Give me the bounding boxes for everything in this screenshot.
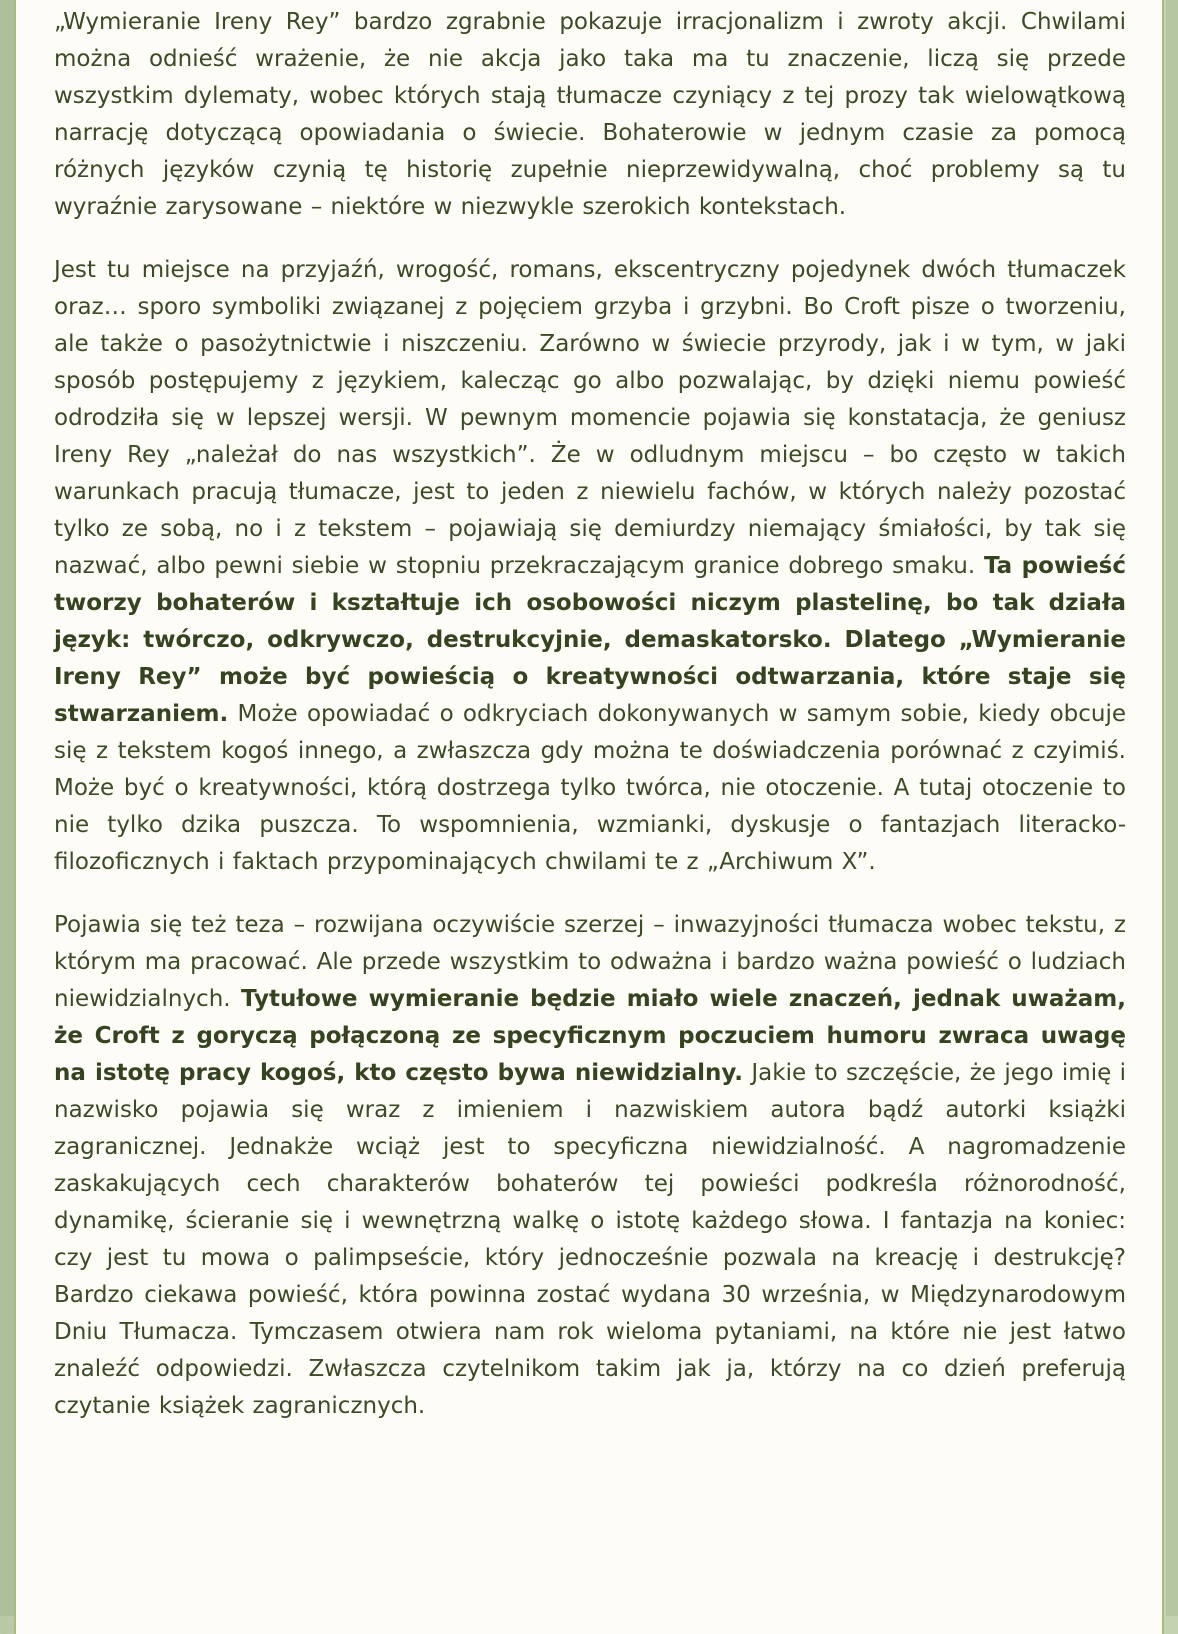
paragraph-3-text-b: Jakie to szczęście, że jego imię i nazwisko pojawia się wraz z imieniem i nazwiskiem autora bądź autorki książki zagranicznej. Jednakże wciąż jest to specyficzna niewidzialność. A nagromadzenie zaskakujących cech charakterów bohaterów tej powieści podkreśla różnorodność, dynamikę, ścieranie się i wewnętrzną walkę o istotę każdego słowa. I fantazja na koniec: czy jest tu mowa o palimpseście, który jednocześnie pozwala na kreację i destrukcję? Bardzo ciekawa powieść, która powinna zostać wydana 30 września, w Międzynarodowym Dniu Tłumacza. Tymczasem otwiera nam rok wieloma pytaniami, na które nie jest łatwo znaleźć odpowiedzi. Zwłaszcza czytelnikom takim jak ja, którzy na co dzień preferują czytanie książek zagranicznych.: [54, 1060, 1126, 1419]
page-background-right: [1166, 0, 1178, 1616]
paragraph-3-bold: Tytułowe wymieranie będzie miało wiele znaczeń, jednak uważam, że Croft z goryczą połączoną ze specyficznym poczuciem humoru zwraca uwagę na istotę pracy kogoś, kto często bywa niewidzialny.: [54, 986, 1127, 1086]
paragraph-1-text: „Wymieranie Ireny Rey” bardzo zgrabnie pokazuje irracjonalizm i zwroty akcji. Chwilami można odnieść wrażenie, że nie akcja jako taka ma tu znaczenie, liczą się przede wszystkim dylematy, wobec których stają tłumacze czyniący z tej prozy tak wielowątkową narrację dotyczącą opowiadania o świecie. Bohaterowie w jednym czasie za pomocą różnych języków czynią tę historię zupełnie nieprzewidywalną, choć problemy są tu wyraźnie zarysowane – niektóre w niezwykle szerokich kontekstach.: [54, 9, 1126, 220]
paragraph-3-text-a: Pojawia się też teza – rozwijana oczywiście szerzej – inwazyjności tłumacza wobec tekstu, z którym ma pracować. Ale przede wszystkim to odważna i bardzo ważna powieść o ludziach niewidzialnych.: [54, 912, 1126, 1012]
article-body: [14, 0, 1164, 1634]
page-background-left: [0, 0, 14, 1616]
paragraph-1: [54, 0, 1126, 226]
paragraph-2-text-b: Może opowiadać o odkryciach dokonywanych w samym sobie, kiedy obcuje się z tekstem kogoś innego, a zwłaszcza gdy można te doświadczenia porównać z czyimiś. Może być o kreatywności, którą dostrzega tylko twórca, nie otoczenie. A tutaj otoczenie to nie tylko dzika puszcza. To wspomnienia, wzmianki, dyskusje o fantazjach literacko-filozoficznych i faktach przypominających chwilami te z „Archiwum X”.: [54, 701, 1127, 875]
paragraph-2-bold: Ta powieść tworzy bohaterów i kształtuje ich osobowości niczym plastelinę, bo tak działa język: twórczo, odkrywczo, destrukcyjnie, demaskatorsko. Dlatego „Wymieranie Ireny Rey” może być powieścią o kreatywności odtwarzania, które staje się stwarzaniem.: [54, 553, 1127, 727]
paragraph-3: [54, 907, 1126, 1425]
paragraph-2-text-a: Jest tu miejsce na przyjaźń, wrogość, romans, ekscentryczny pojedynek dwóch tłumaczek oraz… sporo symboliki związanej z pojęciem grzyba i grzybni. Bo Croft pisze o tworzeniu, ale także o pasożytnictwie i niszczeniu. Zarówno w świecie przyrody, jak i w tym, w jaki sposób postępujemy z językiem, kalecząc go albo pozwalając, by dzięki niemu powieść odrodziła się w lepszej wersji. W pewnym momencie pojawia się konstatacja, że geniusz Ireny Rey „należał do nas wszystkich”. Że w odludnym miejscu – bo często w takich warunkach pracują tłumacze, jest to jeden z niewielu fachów, w których należy pozostać tylko ze sobą, no i z tekstem – pojawiają się demiurdzy niemający śmiałości, by tak się nazwać, albo pewni siebie w stopniu przekraczającym granice dobrego smaku.: [54, 257, 1126, 579]
paragraph-2: [54, 252, 1126, 881]
